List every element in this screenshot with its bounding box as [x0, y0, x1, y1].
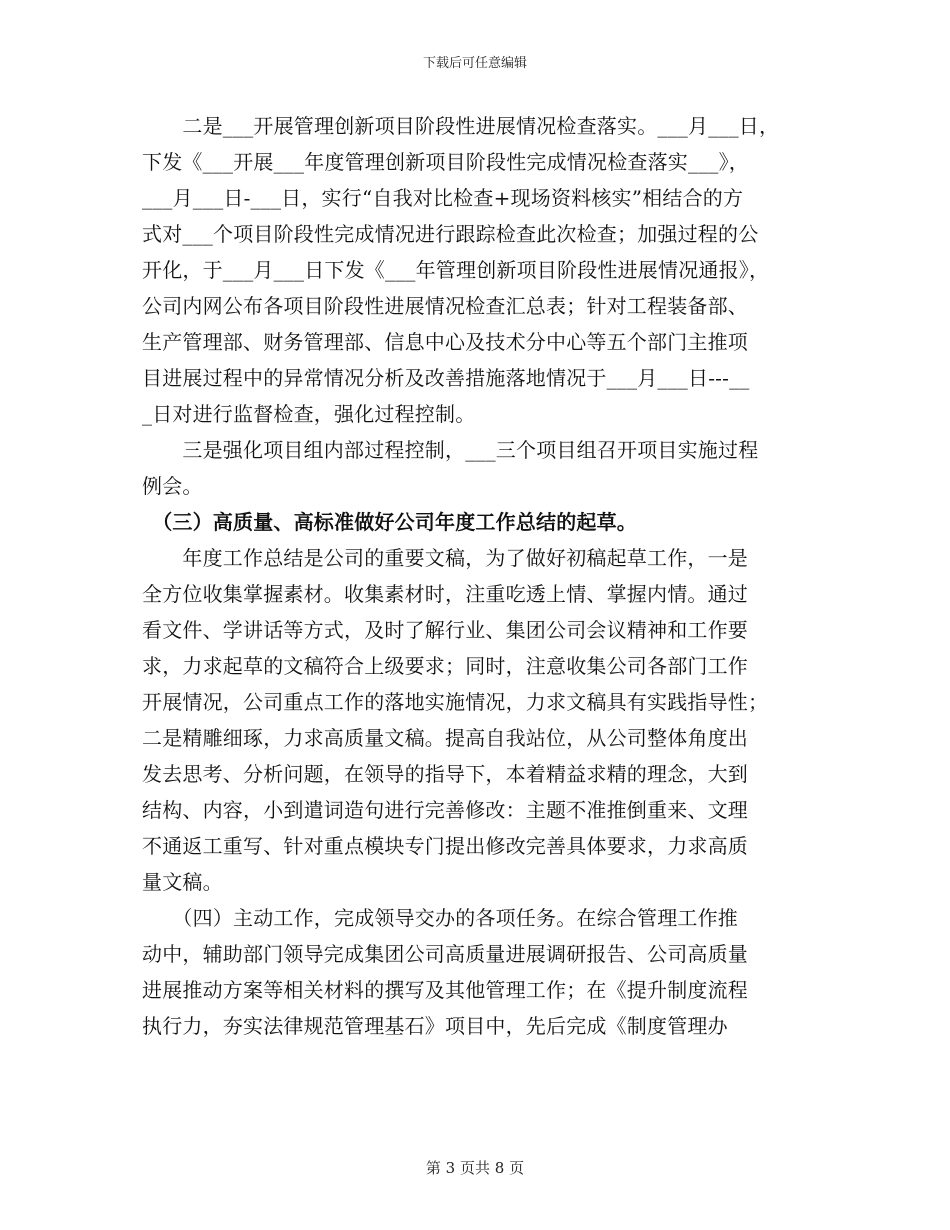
text-line: 求，力求起草的文稿符合上级要求；同时，注意收集公司各部门工作	[142, 654, 748, 678]
text-line: 年度工作总结是公司的重要文稿，为了做好初稿起草工作，一是	[142, 546, 748, 570]
text-line: 结构、内容，小到遣词造句进行完善修改：主题不准推倒重来、文理	[142, 798, 748, 822]
page-header-note: 下载后可任意编辑	[422, 56, 527, 71]
text-line: 全方位收集掌握素材。收集素材时，注重吃透上情、掌握内情。通过	[142, 582, 748, 606]
text-line: 执行力，夯实法律规范管理基石》项目中，先后完成《制度管理办	[142, 1014, 728, 1038]
text-line: 下发《___开展___年度管理创新项目阶段性完成情况检查落实___》，	[142, 150, 749, 174]
text-line: 量文稿。	[142, 870, 223, 894]
text-line: _日对进行监督检查，强化过程控制。	[142, 402, 476, 426]
text-line: 二是___开展管理创新项目阶段性进展情况检查落实。___月___日，	[142, 114, 780, 138]
text-line: 式对___个项目阶段性完成情况进行跟踪检查此次检查；加强过程的公	[142, 222, 759, 246]
section-heading: （三）高质量、高标准做好公司年度工作总结的起草。	[142, 510, 637, 534]
text-line: 二是精雕细琢，力求高质量文稿。提高自我站位，从公司整体角度出	[142, 726, 748, 750]
text-line: 例会。	[142, 474, 203, 498]
text-line: 生产管理部、财务管理部、信息中心及技术分中心等五个部门主推项	[142, 330, 748, 354]
text-line: ___月___日-___日，实行“自我对比检查+现场资料核实”相结合的方	[142, 186, 744, 210]
text-line: 开展情况，公司重点工作的落地实施情况，力求文稿具有实践指导性；	[142, 690, 769, 714]
text-line: 看文件、学讲话等方式，及时了解行业、集团公司会议精神和工作要	[142, 618, 748, 642]
text-line: 开化，于___月___日下发《___年管理创新项目阶段性进展情况通报》，	[142, 258, 770, 282]
page-number: 第 3 页共 8 页	[425, 1159, 525, 1177]
text-line: 发去思考、分析问题，在领导的指导下，本着精益求精的理念，大到	[142, 762, 748, 786]
text-line: 公司内网公布各项目阶段性进展情况检查汇总表；针对工程装备部、	[142, 294, 748, 318]
text-line: 不通返工重写、针对重点模块专门提出修改完善具体要求，力求高质	[142, 834, 748, 858]
text-line: （四）主动工作，完成领导交办的各项任务。在综合管理工作推	[142, 906, 738, 930]
text-line: 目进展过程中的异常情况分析及改善措施落地情况于___月___日---__	[142, 366, 750, 390]
text-line: 进展推动方案等相关材料的撰写及其他管理工作；在《提升制度流程	[142, 978, 748, 1002]
text-line: 三是强化项目组内部过程控制，___三个项目组召开项目实施过程	[142, 438, 759, 462]
text-line: 动中，辅助部门领导完成集团公司高质量进展调研报告、公司高质量	[142, 942, 748, 966]
document-body	[142, 108, 812, 1044]
